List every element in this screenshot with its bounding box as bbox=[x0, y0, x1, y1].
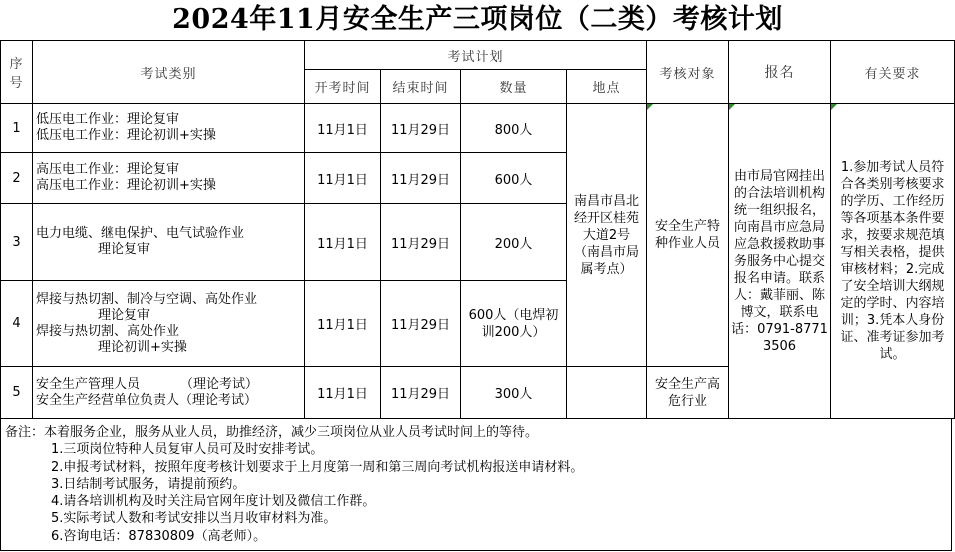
row-category bbox=[33, 367, 305, 419]
note-item: 5.实际考试人数和考试安排以当月收审材料为准。 bbox=[51, 511, 337, 527]
table-row bbox=[1, 104, 955, 153]
page-title: 2024年11月安全生产三项岗位（二类）考核计划 bbox=[172, 4, 783, 35]
row-seq: 2 bbox=[1, 153, 33, 204]
location-cell: 南昌市昌北经开区桂苑大道2号（南昌市局属考点） bbox=[567, 104, 647, 367]
category-line: 低压电工作业：理论初训+实操 bbox=[36, 128, 216, 143]
note-item: 4.请各培训机构及时关注局官网年度计划及微信工作群。 bbox=[51, 494, 376, 510]
note-item: 2.申报考试材料，按照年度考核计划要求于上月度第一周和第三周向考试机构报送申请材料。 bbox=[51, 459, 584, 475]
category-line: 理论复审 bbox=[98, 242, 151, 257]
row-end: 11月29日 bbox=[381, 204, 461, 281]
row-seq: 3 bbox=[1, 204, 33, 281]
category-line: 理论初训+实操 bbox=[98, 339, 187, 355]
row-start: 11月1日 bbox=[305, 367, 381, 419]
row-start: 11月1日 bbox=[305, 104, 381, 153]
row-category bbox=[33, 104, 305, 153]
category-line: 焊接与热切割、制冷与空调、高处作业 bbox=[36, 291, 258, 307]
category-line: 安全生产经营单位负责人（理论考试） bbox=[36, 392, 258, 408]
row-end: 11月29日 bbox=[381, 104, 461, 153]
row-quantity: 200人 bbox=[461, 204, 567, 281]
header-signup: 报名 bbox=[729, 41, 831, 104]
row-category bbox=[33, 204, 305, 281]
category-line: 高压电工作业：理论复审 bbox=[36, 162, 180, 177]
category-line: 焊接与热切割、高处作业 bbox=[36, 323, 180, 339]
notes-lead: 备注：本着服务企业，服务从业人员，助推经济，减少三项岗位从业人员考试时间上的等待。 bbox=[5, 425, 539, 440]
row-start: 11月1日 bbox=[305, 281, 381, 367]
header-category: 考试类别 bbox=[33, 41, 305, 104]
signup-cell: 由市局官网挂出的合法培训机构统一组织报名，向南昌市应急局应急救援救助事务服务中心提交报名申请。联系人：戴菲丽、陈博文，联系电话：0791-87713506 bbox=[729, 104, 831, 419]
category-line: 高压电工作业：理论初训+实操 bbox=[36, 178, 216, 193]
header-end: 结束时间 bbox=[381, 70, 461, 104]
header-target: 考核对象 bbox=[647, 41, 729, 104]
header-start: 开考时间 bbox=[305, 70, 381, 104]
category-line bbox=[36, 377, 301, 393]
header-plan: 考试计划 bbox=[305, 41, 647, 70]
category-line: 理论复审 bbox=[98, 307, 151, 323]
row-quantity: 600人 bbox=[461, 153, 567, 204]
plan-table bbox=[0, 40, 955, 419]
header-requirements: 有关要求 bbox=[831, 41, 955, 104]
row-start: 11月1日 bbox=[305, 153, 381, 204]
header-location: 地点 bbox=[567, 70, 647, 104]
row-seq: 4 bbox=[1, 281, 33, 367]
target-special-operations: 安全生产特种作业人员 bbox=[647, 104, 729, 367]
header-quantity: 数量 bbox=[461, 70, 567, 104]
category-line-part: （理论考试） bbox=[180, 376, 259, 392]
requirements-cell: 1.参加考试人员符合各类别考核要求的学历、工作经历等各项基本条件要求，按要求规范填写相关表格，提供审核材料；2.完成了安全培训大纲规定的学时、内容培训；3.凭本人身份证、准考证参加考试。 bbox=[831, 104, 955, 419]
row-seq: 1 bbox=[1, 104, 33, 153]
category-line: 低压电工作业：理论复审 bbox=[36, 112, 180, 127]
row-seq: 5 bbox=[1, 367, 33, 419]
note-item: 6.咨询电话：87830809（高老师）。 bbox=[51, 528, 267, 544]
category-line-part: 安全生产管理人员 bbox=[36, 376, 141, 392]
target-high-risk: 安全生产高危行业 bbox=[647, 367, 729, 419]
row-category bbox=[33, 153, 305, 204]
row-quantity: 300人 bbox=[461, 367, 567, 419]
row-end: 11月29日 bbox=[381, 281, 461, 367]
notes-section bbox=[0, 419, 952, 551]
row-end: 11月29日 bbox=[381, 153, 461, 204]
row-quantity: 600人（电焊初训200人） bbox=[461, 281, 567, 367]
location-empty bbox=[567, 367, 647, 419]
header-seq: 序号 bbox=[1, 41, 33, 104]
note-item: 1.三项岗位特种人员复审人员可及时安排考试。 bbox=[51, 442, 324, 458]
category-line: 电力电缆、继电保护、电气试验作业 bbox=[36, 226, 245, 241]
row-start: 11月1日 bbox=[305, 204, 381, 281]
row-end: 11月29日 bbox=[381, 367, 461, 419]
row-quantity: 800人 bbox=[461, 104, 567, 153]
note-item: 3.日结制考试服务，请提前预约。 bbox=[51, 476, 246, 492]
row-category bbox=[33, 281, 305, 367]
